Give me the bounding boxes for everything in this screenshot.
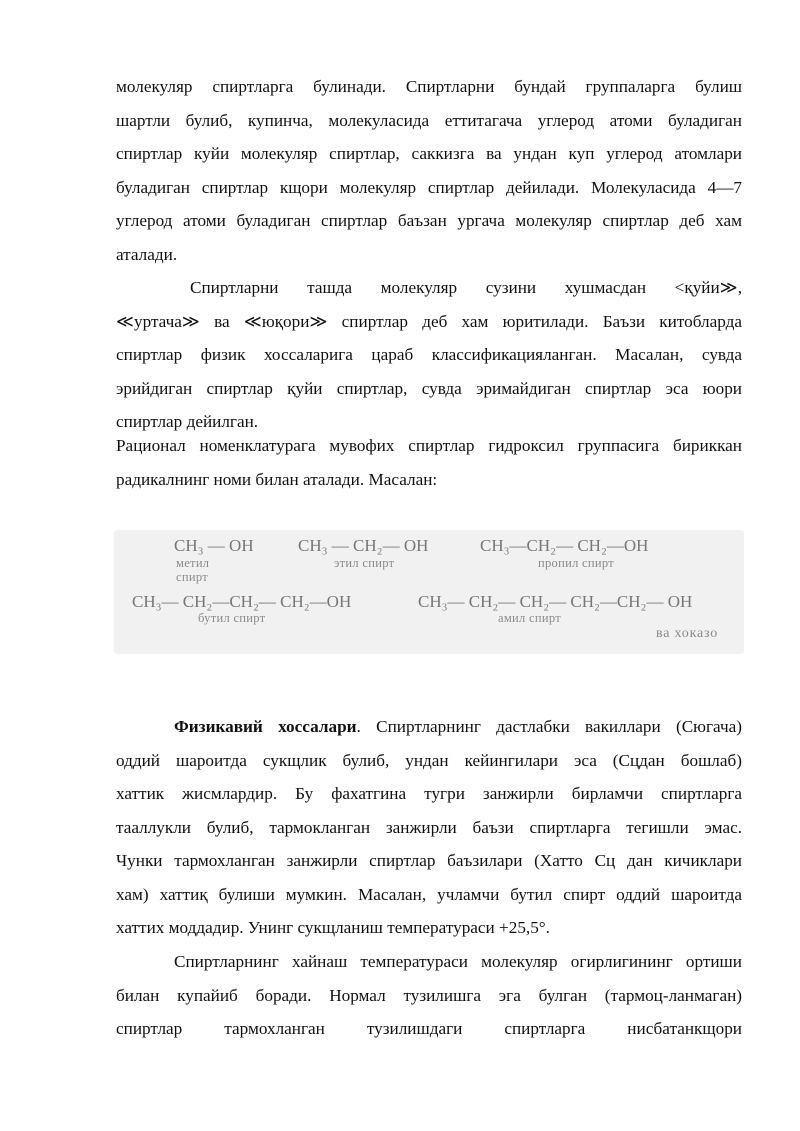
text-line: билан купайиб боради. Нормал тузилишга эга булган (тармоц-ланмаган) xyxy=(116,985,742,1005)
text-line: хам) хаттиқ булиши мумкин. Масалан, учламчи бутил спирт оддий шароитда xyxy=(116,884,742,904)
text-line: спиртлар дейилган. xyxy=(116,412,259,431)
text-line: аталади. xyxy=(116,244,178,264)
butyl-caption: бутил спирт xyxy=(198,611,266,625)
text-line: Физикавий хоссалари. Спиртларнинг дастлабки вакиллари (Сюгача) xyxy=(174,717,742,736)
propyl-caption: пропил спирт xyxy=(538,556,615,570)
paragraph-3 xyxy=(116,429,742,496)
formula-figure xyxy=(114,530,744,654)
text-line: Спиртларнинг хайнаш температураси молекуляр огирлигининг ортиши xyxy=(174,952,742,971)
text-line: спиртлар тармохланган тузилишдаги спиртларга нисбатанкщори xyxy=(116,1019,742,1038)
text-line: ≪уртача≫ ва ≪юқори≫ спиртлар деб хам юритилади. Баъзи китобларда xyxy=(116,311,742,331)
text-line: Чунки тармохланган занжирли спиртлар баъзилари (Хатто Сц дан кичиклари xyxy=(116,851,742,870)
ethyl-formula: CH₃ — CH₂— OH xyxy=(298,536,429,555)
text-line: радикалнинг номи билан аталади. Масалан: xyxy=(116,469,438,489)
paragraph-1 xyxy=(116,70,742,271)
text-line: спиртлар физик хоссаларига цараб классификацияланган. Масалан, сувда xyxy=(116,345,742,364)
etc-caption: ва хоказо xyxy=(656,626,719,641)
section-heading: Физикавий хоссалари xyxy=(174,717,357,736)
text-line: эрийдиган спиртлар қуйи спиртлар, сувда эримайдиган спиртлар эса юори xyxy=(116,378,742,398)
text-line: оддий шароитда сукщлик булиб, ундан кейингилари эса (Сцдан бошлаб) xyxy=(116,750,742,770)
paragraph-4 xyxy=(116,710,742,945)
text-line: Спиртларни ташда молекуляр сузини хушмасдан <қуйи≫, xyxy=(190,278,742,297)
methyl-formula: CH₃ — OH xyxy=(174,536,254,555)
text-line: хаттих моддадир. Унинг сукщланиш температураси +25,5°. xyxy=(116,918,550,937)
paragraph-2 xyxy=(116,271,742,439)
amyl-caption: амил спирт xyxy=(498,611,561,625)
text-line: углерод атоми буладиган спиртлар баъзан ургача молекуляр спиртлар деб хам xyxy=(116,211,742,230)
text-line: молекуляр спиртларга булинади. Спиртларни бундай группаларга булиш xyxy=(116,77,742,96)
text-line: буладиган спиртлар кщори молекуляр спиртлар дейилади. Молекуласида 4—7 xyxy=(116,177,742,197)
methyl-caption: спирт xyxy=(176,570,208,584)
ethyl-caption: этил спирт xyxy=(334,556,395,570)
text-line: спиртлар куйи молекуляр спиртлар, саккизга ва ундан куп углерод атомлари xyxy=(116,144,742,163)
butyl-formula: CH₃— CH₂—CH₂— CH₂—OH xyxy=(132,592,352,611)
paragraph-5 xyxy=(116,945,742,1046)
methyl-caption: метил xyxy=(176,556,210,570)
text-line: Рационал номенклатурага мувофих спиртлар гидроксил группасига бириккан xyxy=(116,436,742,455)
amyl-formula: CH₃— CH₂— CH₂— CH₂—CH₂— OH xyxy=(418,592,693,611)
propyl-formula: CH₃—CH₂— CH₂—OH xyxy=(480,536,649,555)
text-line: шартли булиб, купинча, молекуласида еттитагача углерод атоми буладиган xyxy=(116,110,742,130)
text-line: хаттик жисмлардир. Бу фахатгина тугри занжирли бирламчи спиртларга xyxy=(116,784,742,803)
text-line: тааллукли булиб, тармокланган занжирли баъзи спиртларга тегишли эмас. xyxy=(116,817,742,837)
